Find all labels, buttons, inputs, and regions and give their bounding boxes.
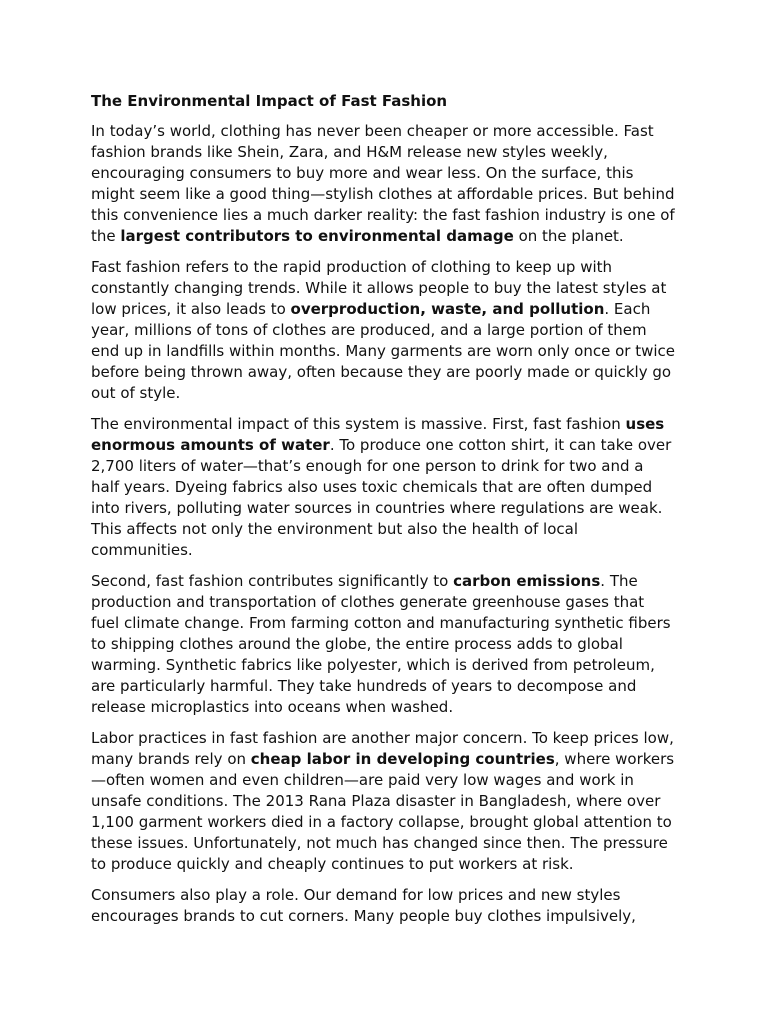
document-body [91, 91, 691, 937]
bold-phrase: cheap labor in developing countries [250, 750, 555, 768]
paragraph-5 [91, 728, 691, 875]
paragraph-1 [91, 121, 691, 247]
bold-phrase: overproduction, waste, and pollution [290, 300, 605, 318]
paragraph-text: Consumers also play a role. Our demand for low prices and new styles encourages brands to cut corners. Many people buy clothes impulsively, [91, 886, 636, 925]
bold-phrase: carbon emissions [453, 572, 601, 590]
paragraph-text: . To produce one cotton shirt, it can take over 2,700 liters of water—that’s enough for one person to drink for two and a half years. Dyeing fabrics also uses toxic chemicals that are often dumped into rivers, polluting water sources in countries where regulations are weak. This affects not only the environment but also the health of local communities. [91, 436, 672, 559]
paragraph-text: Second, fast fashion contributes significantly to [91, 572, 454, 590]
paragraph-4 [91, 571, 691, 718]
paragraph-text: The environmental impact of this system is massive. First, fast fashion [91, 415, 626, 433]
paragraph-3 [91, 414, 691, 561]
paragraph-text: . Each year, millions of tons of clothes are produced, and a large portion of them end up in landfills within months. Many garments are worn only once or twice before being thrown away, often because they are poorly made or quickly go out of style. [91, 300, 676, 402]
paragraph-text: In today’s world, clothing has never been cheaper or more accessible. Fast fashion brands like Shein, Zara, and H&M release new styles weekly, encouraging consumers to buy more and wear less. On the surface, this might seem like a good thing—stylish clothes at affordable prices. But behind this convenience lies a much darker reality: the fast fashion industry is one of the [91, 122, 675, 245]
paragraph-6 [91, 885, 691, 927]
paragraph-text: Labor practices in fast fashion are another major concern. To keep prices low, many brands rely on [91, 729, 674, 768]
paragraph-2 [91, 257, 691, 404]
paragraph-text: , where workers —often women and even children—are paid very low wages and work in unsafe conditions. The 2013 Rana Plaza disaster in Bangladesh, where over 1,100 garment workers died in a factory collapse, brought global attention to these issues. Unfortunately, not much has changed since then. The pressure to produce quickly and cheaply continues to put workers at risk. [91, 750, 675, 873]
paragraph-text: Fast fashion refers to the rapid production of clothing to keep up with constantly changing trends. While it allows people to buy the latest styles at low prices, it also leads to [91, 258, 667, 318]
document-title: The Environmental Impact of Fast Fashion [91, 92, 448, 110]
bold-phrase: largest contributors to environmental damage [120, 227, 514, 245]
bold-phrase: uses enormous amounts of water [91, 415, 665, 454]
paragraph-text: . The production and transportation of clothes generate greenhouse gases that fuel climate change. From farming cotton and manufacturing synthetic fibers to shipping clothes around the globe, the entire process adds to global warming. Synthetic fabrics like polyester, which is derived from petroleum, are particularly harmful. They take hundreds of years to decompose and release microplastics into oceans when washed. [91, 572, 671, 716]
paragraph-text: on the planet. [513, 227, 624, 245]
